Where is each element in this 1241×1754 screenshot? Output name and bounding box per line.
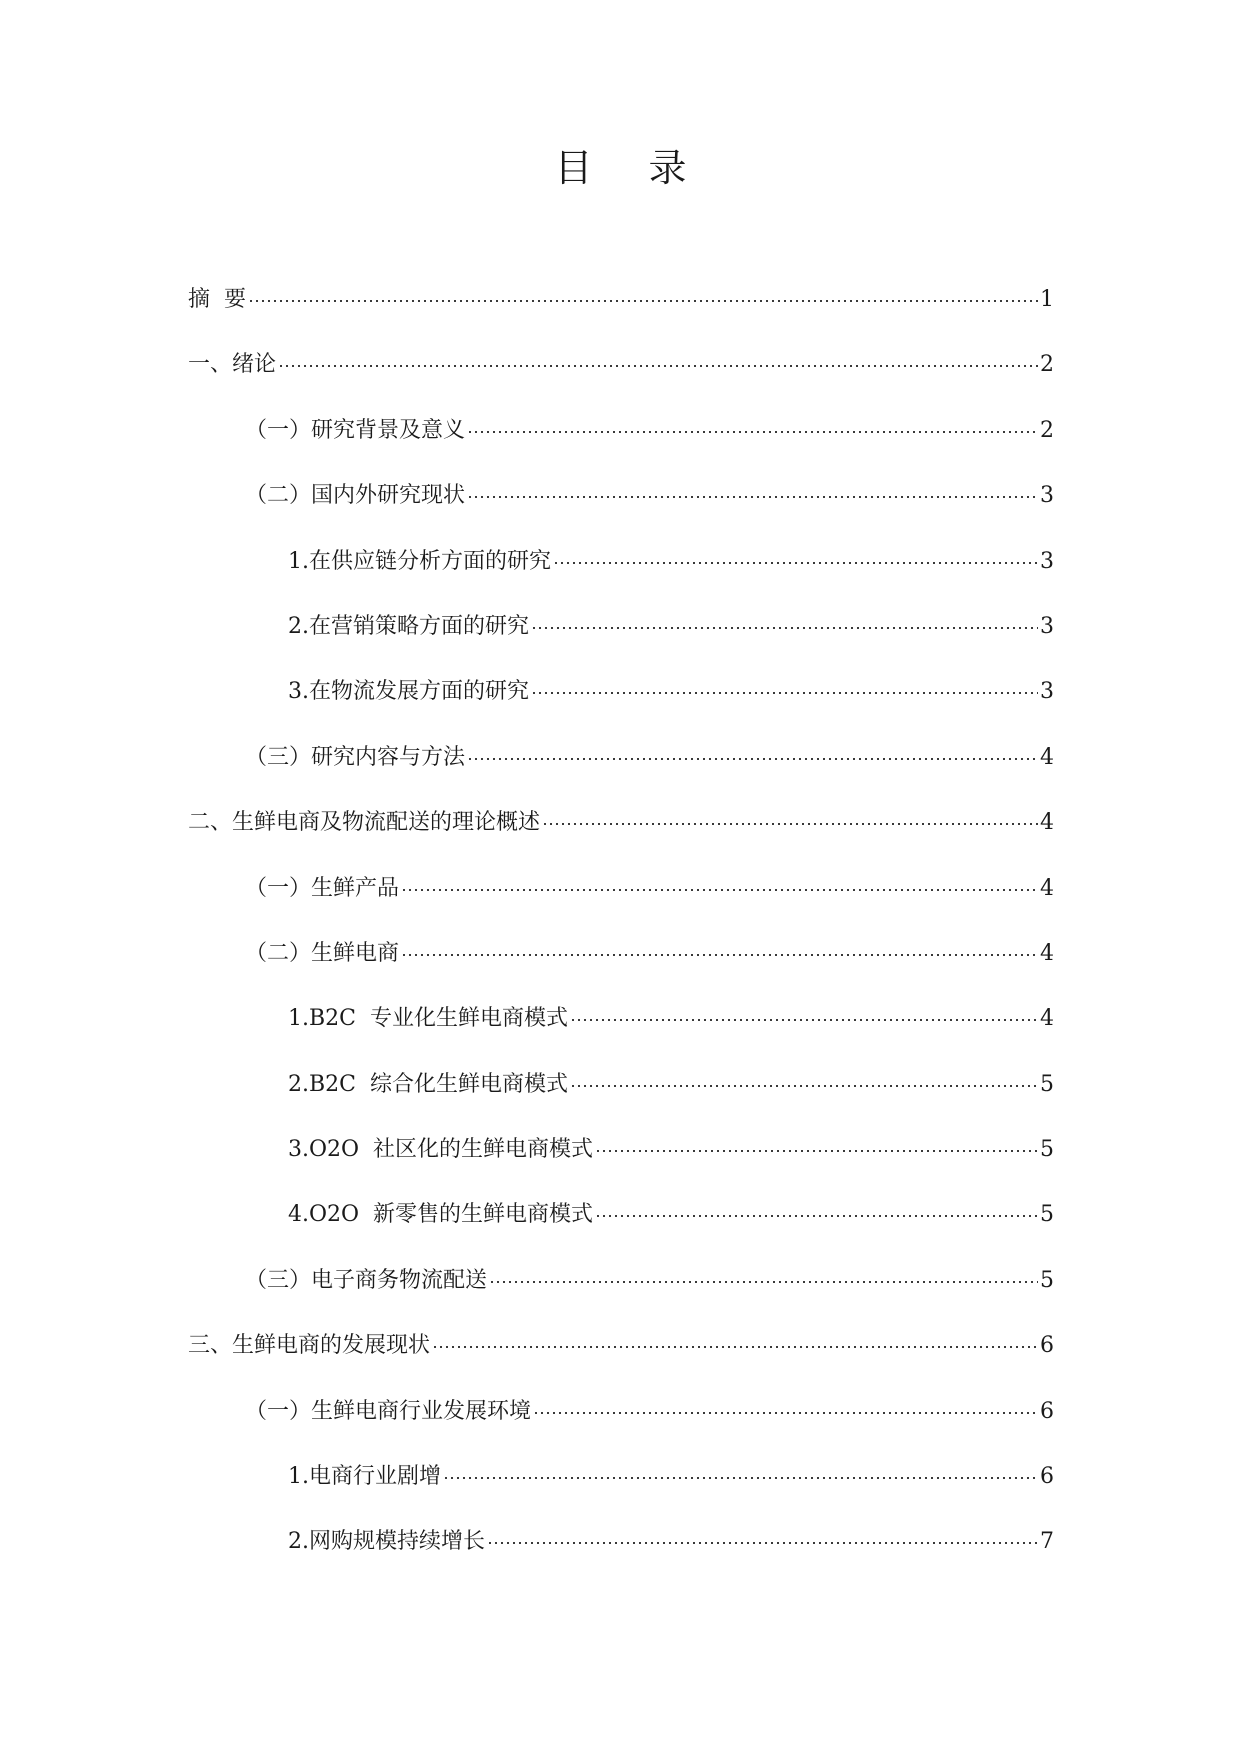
toc-entry-label: （二）生鲜电商	[245, 940, 400, 966]
toc-entry[interactable]	[188, 1063, 1054, 1128]
toc-dot-leader	[489, 1281, 1038, 1283]
toc-entry-page-number: 4	[1040, 875, 1054, 901]
toc-entry-label: 三、生鲜电商的发展现状	[188, 1333, 431, 1359]
toc-entry-page-number: 3	[1040, 613, 1054, 639]
toc-entry-label: 3.O2O 社区化的生鲜电商模式	[288, 1137, 594, 1163]
toc-entry[interactable]	[188, 1324, 1054, 1389]
toc-dot-leader	[278, 365, 1038, 367]
toc-entry-page-number: 4	[1040, 940, 1054, 966]
toc-entry-label: （一）生鲜产品	[245, 875, 400, 901]
toc-entry[interactable]	[188, 932, 1054, 997]
toc-entry-page-number: 6	[1040, 1398, 1054, 1424]
toc-entry-page-number: 3	[1040, 548, 1054, 574]
toc-entry-page-number: 5	[1040, 1137, 1054, 1163]
toc-entry[interactable]	[188, 670, 1054, 735]
toc-entry[interactable]	[188, 736, 1054, 801]
toc-dot-leader	[533, 1412, 1038, 1414]
toc-entry-label: （一）研究背景及意义	[245, 417, 466, 443]
toc-entry-label: 2.网购规模持续增长	[288, 1529, 485, 1555]
toc-dot-leader	[595, 1150, 1038, 1152]
toc-entry[interactable]	[188, 1455, 1054, 1520]
toc-entry[interactable]	[188, 1390, 1054, 1455]
toc-entry-page-number: 2	[1040, 352, 1054, 378]
toc-entry-label: 二、生鲜电商及物流配送的理论概述	[188, 810, 541, 836]
toc-entry-label: 摘 要	[188, 287, 246, 312]
toc-entry-page-number: 4	[1040, 1006, 1054, 1032]
toc-entry-page-number: 6	[1040, 1464, 1054, 1490]
toc-entry-page-number: 5	[1040, 1202, 1054, 1228]
toc-dot-leader	[570, 1085, 1038, 1087]
toc-dot-leader	[531, 692, 1038, 694]
toc-entry[interactable]	[188, 278, 1054, 343]
toc-entry-page-number: 4	[1040, 810, 1054, 836]
toc-entry[interactable]	[188, 1259, 1054, 1324]
toc-dot-leader	[432, 1346, 1038, 1348]
toc-entry[interactable]	[188, 867, 1054, 932]
toc-entry[interactable]	[188, 409, 1054, 474]
toc-entry-label: 一、绪论	[188, 352, 277, 378]
toc-dot-leader	[467, 758, 1038, 760]
toc-entry-page-number: 7	[1040, 1529, 1054, 1555]
toc-entry-label: （三）研究内容与方法	[245, 744, 466, 770]
toc-entry-label: 2.B2C 综合化生鲜电商模式	[288, 1071, 568, 1097]
toc-dot-leader	[248, 300, 1038, 302]
toc-entry-label: 1.在供应链分析方面的研究	[288, 548, 551, 574]
toc-entry-page-number: 5	[1040, 1267, 1054, 1293]
table-of-contents	[188, 278, 1054, 1586]
toc-entry-page-number: 4	[1040, 744, 1054, 770]
toc-dot-leader	[542, 823, 1038, 825]
toc-entry-label: 4.O2O 新零售的生鲜电商模式	[288, 1202, 594, 1228]
toc-title: 目 录	[554, 146, 709, 190]
toc-entry[interactable]	[188, 540, 1054, 605]
toc-dot-leader	[401, 954, 1038, 956]
toc-entry[interactable]	[188, 343, 1054, 408]
toc-entry-page-number: 5	[1040, 1071, 1054, 1097]
toc-entry-label: 3.在物流发展方面的研究	[288, 679, 529, 705]
toc-entry-page-number: 3	[1040, 679, 1054, 705]
toc-entry-label: 1.B2C 专业化生鲜电商模式	[288, 1006, 568, 1032]
toc-entry-label: 2.在营销策略方面的研究	[288, 613, 529, 639]
toc-dot-leader	[570, 1019, 1038, 1021]
toc-entry[interactable]	[188, 1193, 1054, 1258]
toc-dot-leader	[467, 496, 1038, 498]
toc-dot-leader	[553, 562, 1038, 564]
toc-dot-leader	[487, 1542, 1038, 1544]
toc-entry[interactable]	[188, 1520, 1054, 1585]
toc-dot-leader	[467, 431, 1038, 433]
toc-dot-leader	[443, 1477, 1038, 1479]
toc-entry-page-number: 3	[1040, 483, 1054, 509]
toc-entry-page-number: 6	[1040, 1333, 1054, 1359]
toc-entry-page-number: 1	[1040, 287, 1054, 312]
toc-entry-label: （三）电子商务物流配送	[245, 1267, 488, 1293]
toc-entry-label: （二）国内外研究现状	[245, 483, 466, 509]
toc-dot-leader	[595, 1215, 1038, 1217]
toc-entry[interactable]	[188, 474, 1054, 539]
toc-entry-label: 1.电商行业剧增	[288, 1464, 441, 1490]
toc-entry[interactable]	[188, 801, 1054, 866]
toc-entry-label: （一）生鲜电商行业发展环境	[245, 1398, 532, 1424]
toc-entry[interactable]	[188, 997, 1054, 1062]
toc-dot-leader	[531, 627, 1038, 629]
toc-entry[interactable]	[188, 1128, 1054, 1193]
toc-entry[interactable]	[188, 605, 1054, 670]
toc-dot-leader	[401, 889, 1038, 891]
toc-entry-page-number: 2	[1040, 417, 1054, 443]
